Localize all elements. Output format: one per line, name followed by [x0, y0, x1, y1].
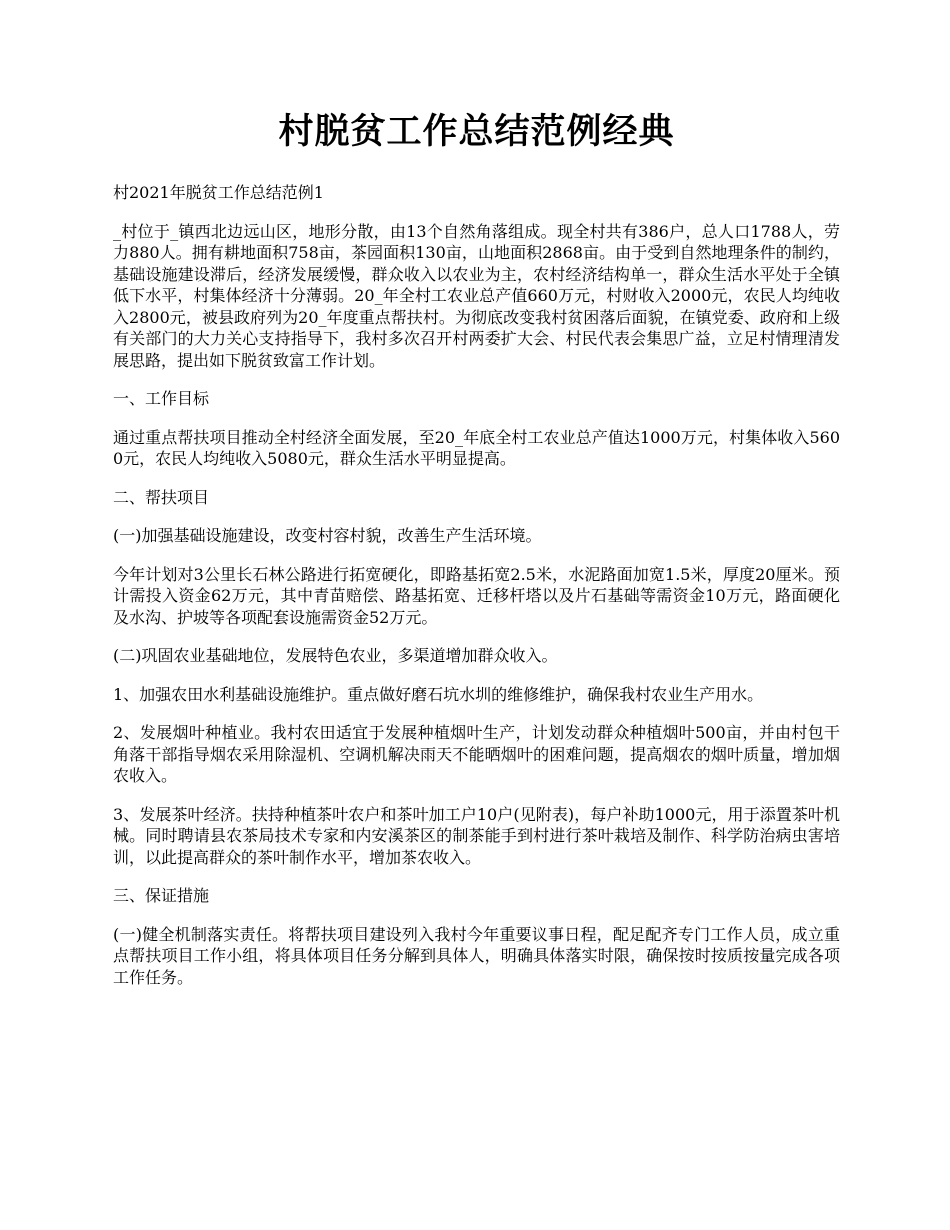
subtitle-line: 村2021年脱贫工作总结范例1: [113, 183, 324, 202]
measures-paragraph: (一)健全机制落实责任。将帮扶项目建设列入我村今年重要议事日程，配足配齐专门工作人员，成立重点帮扶项目工作小组，将具体项目任务分解到具体人，明确具体落实时限，确保按时按质按量完成各项工作任务。: [113, 924, 840, 987]
intro-paragraph: _村位于_镇西北边远山区，地形分散，由13个自然角落组成。现全村共有386户，总人口1788人，劳力880人。拥有耕地面积758亩，茶园面积130亩，山地面积2868亩。由于受到自然地理条件的制约，基础设施建设滞后，经济发展缓慢，群众收入以农业为主，农村经济结构单一，群众生活水平处于全镇低下水平，村集体经济十分薄弱。20_年全村工农业总产值660万元，村财收入2000元，农民人均纯收入2800元，被县政府列为20_年度重点帮扶村。为彻底改变我村贫困落后面貌，在镇党委、政府和上级有关部门的大力关心支持指导下，我村多次召开村两委扩大会、村民代表会集思广益，立足村情理清发展思路，提出如下脱贫致富工作计划。: [113, 221, 840, 370]
item-tobacco: 2、发展烟叶种植业。我村农田适宜于发展种植烟叶生产，计划发动群众种植烟叶500亩，并由村包干角落干部指导烟农采用除湿机、空调机解决雨天不能晒烟叶的困难问题，提高烟农的烟叶质量，增加烟农收入。: [113, 723, 840, 785]
subheading-agriculture: (二)巩固农业基础地位，发展特色农业，多渠道增加群众收入。: [113, 646, 558, 665]
section-heading-goals: 一、工作目标: [113, 389, 210, 408]
infrastructure-paragraph: 今年计划对3公里长石林公路进行拓宽硬化，即路基拓宽2.5米，水泥路面加宽1.5米，厚度20厘米。预计需投入资金62万元，其中青苗赔偿、路基拓宽、迁移杆塔以及片石基础等需资金10万元，路面硬化及水沟、护坡等各项配套设施需资金52万元。: [113, 564, 840, 627]
subheading-infrastructure: (一)加强基础设施建设，改变村容村貌，改善生产生活环境。: [113, 526, 542, 545]
item-tea: 3、发展茶叶经济。扶持种植茶叶农户和茶叶加工户10户(见附表)，每户补助1000元，用于添置茶叶机械。同时聘请县农茶局技术专家和内安溪茶区的制茶能手到村进行茶叶栽培及制作、科学防治病虫害培训，以此提高群众的茶叶制作水平，增加茶农收入。: [113, 804, 840, 867]
document-page: [113, 108, 840, 1005]
goals-paragraph: 通过重点帮扶项目推动全村经济全面发展，至20_年底全村工农业总产值达1000万元，村集体收入5600元，农民人均纯收入5080元，群众生活水平明显提高。: [113, 427, 840, 468]
item-irrigation: 1、加强农田水利基础设施维护。重点做好磨石坑水圳的维修维护，确保我村农业生产用水。: [113, 684, 764, 704]
section-heading-projects: 二、帮扶项目: [113, 487, 210, 507]
document-title: 村脱贫工作总结范例经典: [278, 111, 675, 152]
section-heading-measures: 三、保证措施: [113, 886, 210, 905]
